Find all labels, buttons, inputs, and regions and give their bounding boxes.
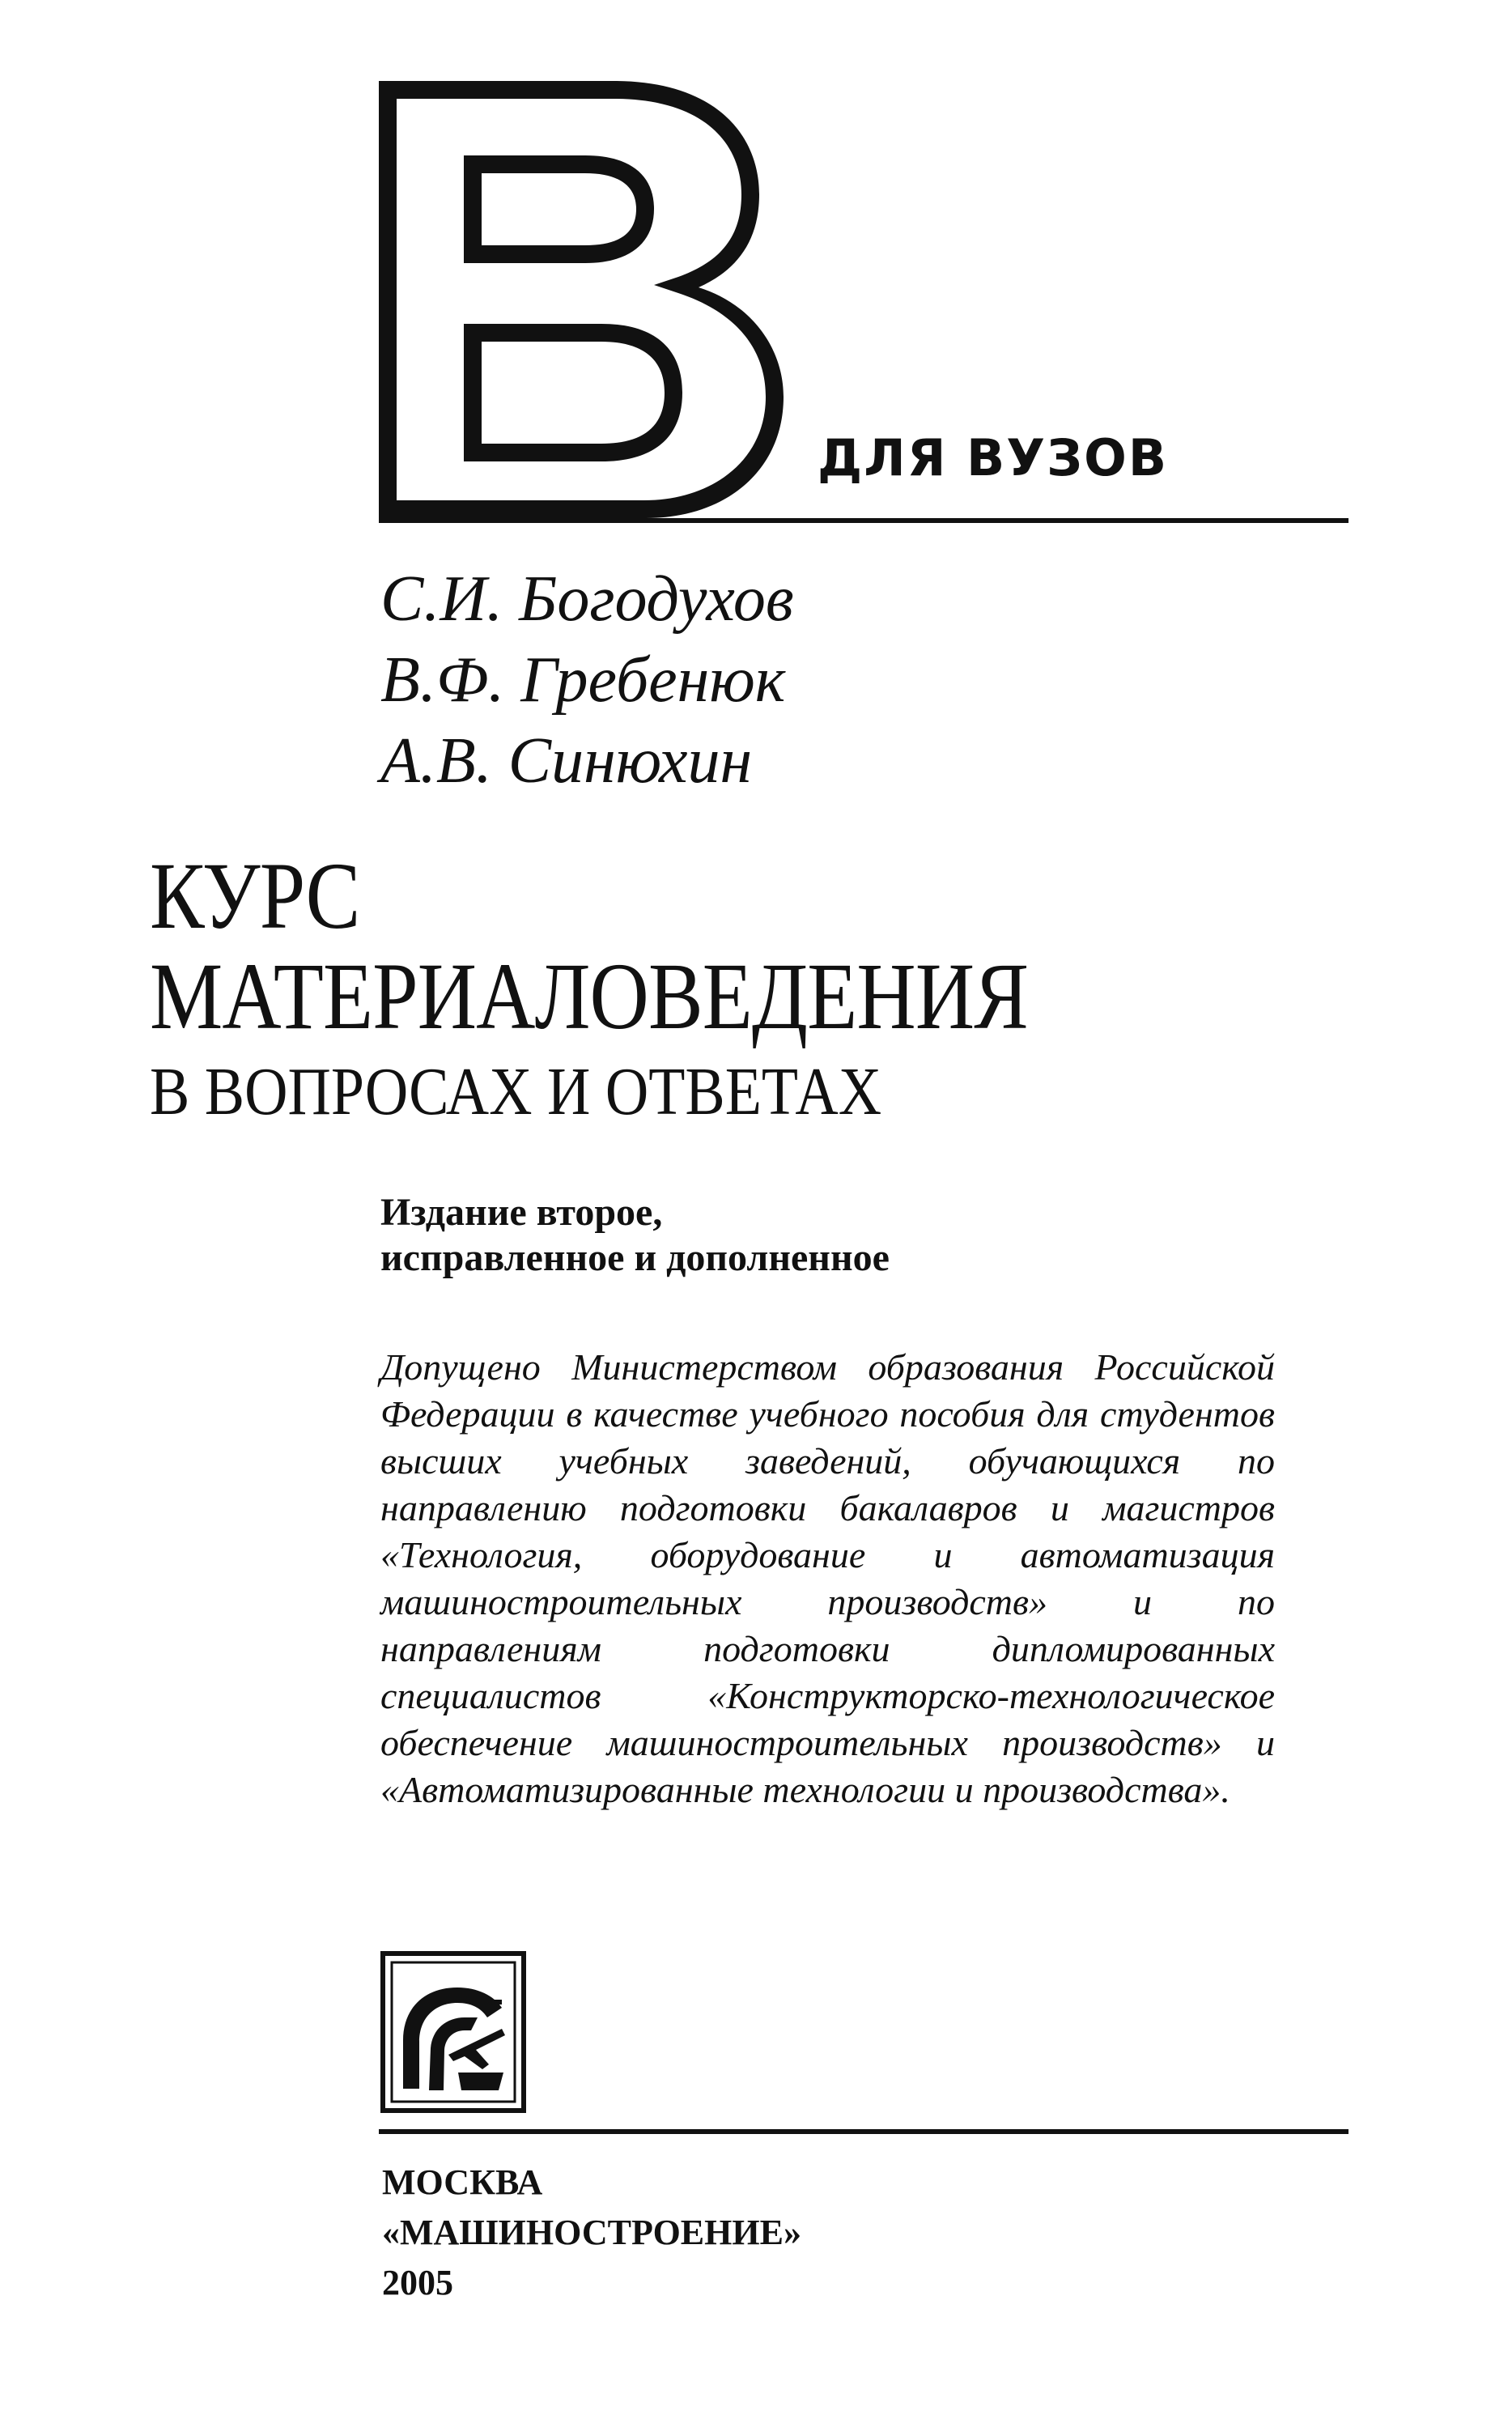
book-subtitle: В ВОПРОСАХ И ОТВЕТАХ: [150, 1054, 882, 1129]
author-name: С.И. Богодухов: [380, 563, 794, 635]
author-name: В.Ф. Гребенюк: [380, 644, 786, 716]
series-letter-icon: [379, 81, 784, 518]
author-name: А.В. Синюхин: [380, 725, 753, 797]
imprint-year: 2005: [382, 2263, 453, 2302]
title-line-2: МАТЕРИАЛОВЕДЕНИЯ: [150, 943, 1029, 1049]
edition-note: [380, 1190, 890, 1281]
title-line-1: КУРС: [150, 843, 360, 949]
author-list: [380, 559, 794, 801]
imprint-publisher: «МАШИНОСТРОЕНИЕ»: [382, 2213, 801, 2252]
imprint-city: МОСКВА: [382, 2162, 543, 2202]
edition-line-2: исправленное и дополненное: [380, 1236, 890, 1279]
imprint: [382, 2158, 801, 2308]
book-title: [150, 843, 1171, 1137]
top-divider: [379, 518, 1348, 523]
publisher-emblem-icon: [380, 1951, 526, 2113]
bottom-divider: [379, 2129, 1348, 2134]
edition-line-1: Издание второе,: [380, 1191, 663, 1234]
series-label: ДЛЯ ВУЗОВ: [818, 428, 1169, 487]
approval-statement: Допущено Министерством образования Российской Федерации в качестве учебного пособия для студентов высших учебных заведений, обучающихся по направлению подготовки бакалавров и магистров «Технология, оборудование и автоматизация машиностроительных производств» и по направлениям подготовки дипломированных специалистов «Конструкторско-технологическое обеспечение машиностроительных производств» и «Автоматизированные технологии и производства».: [380, 1346, 1275, 1810]
